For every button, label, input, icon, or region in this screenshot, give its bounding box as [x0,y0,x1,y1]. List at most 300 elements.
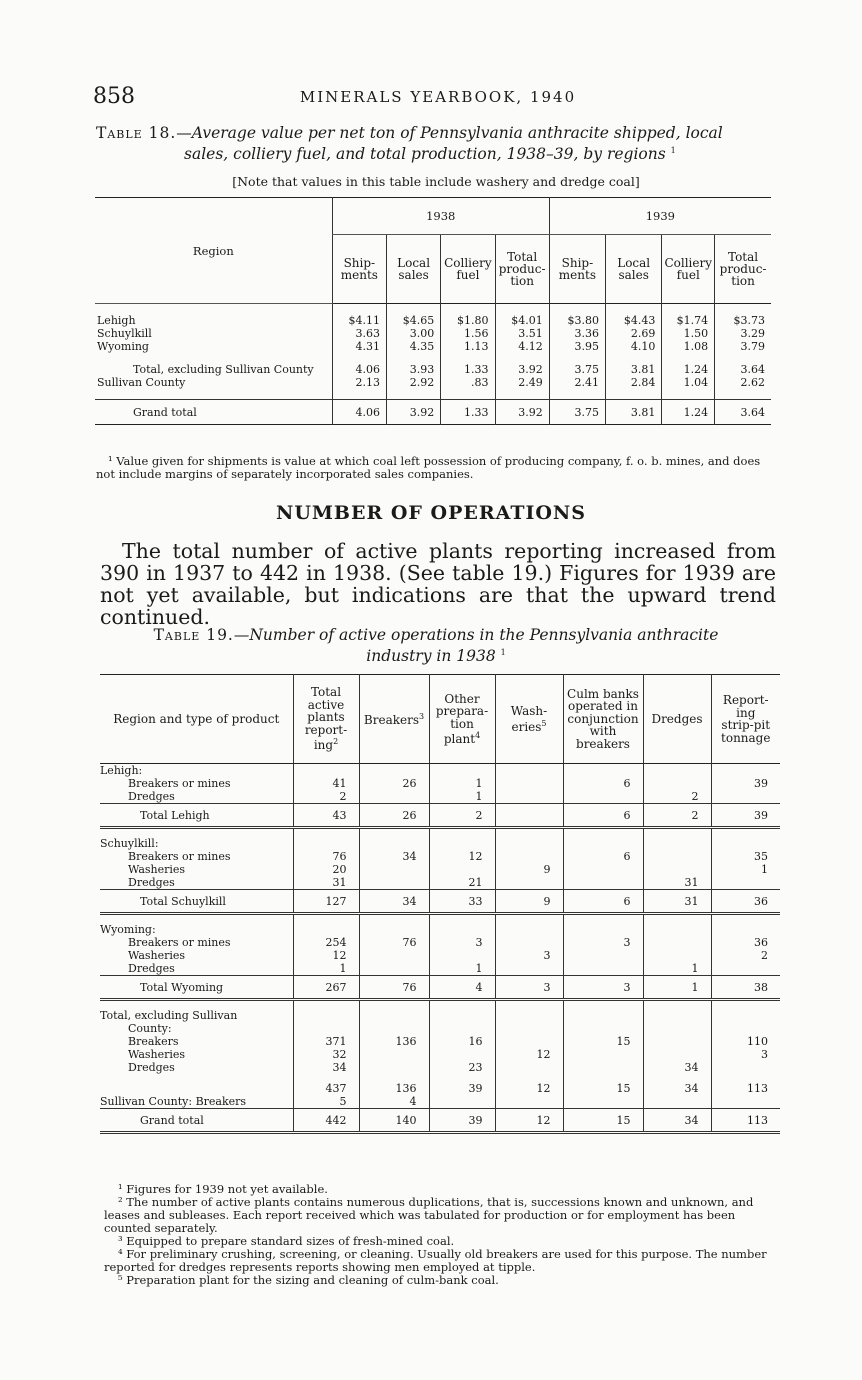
table19-cell [643,1035,711,1048]
table19-cell [711,962,780,976]
table19-cell: 140 [359,1109,429,1133]
table18-column-header: Ship- ments [549,235,605,304]
table19-cell: 32 [293,1048,359,1061]
table19-cell [563,790,643,804]
table18-cell: 2.41 [549,376,605,389]
table18-cell: 3.75 [549,363,605,376]
table19-cell [563,764,643,778]
table19-cell [495,837,563,850]
table18-cell: $4.11 [332,314,386,327]
table19-cell [643,1000,711,1010]
table18-cell: 2.62 [715,376,771,389]
section-heading: NUMBER OF OPERATIONS [275,502,587,524]
table19-column-header-text: Total active plants report- ing [304,685,348,753]
table18-cell: 1.56 [441,327,495,340]
table19-cell: 39 [711,777,780,790]
table18-cell: 4.35 [386,340,440,353]
table19-cell [359,764,429,778]
table19-row [100,962,780,976]
table18-cell: 2.69 [606,327,662,340]
table19-cell [643,1009,711,1022]
table19-cell [429,764,495,778]
table19-cell [429,863,495,876]
table18-cell: 3.64 [715,400,771,425]
table18-title-line1: —Average value per net ton of Pennsylvania anthracite shipped, local [176,124,723,142]
table18-cell: 1.13 [441,340,495,353]
table19-cell: 371 [293,1035,359,1048]
table18-cell: 1.24 [662,400,715,425]
table19-footnotes [104,1183,784,1287]
table19-column-header [429,675,495,764]
table19-cell [563,876,643,890]
table19-row-label: Breakers [128,1035,179,1048]
table19-cell [359,962,429,976]
table18-row [95,314,771,327]
table19-cell [429,949,495,962]
table19-row-label: Breakers or mines [128,936,231,949]
table19-row [100,850,780,863]
table18-cell: 3.81 [606,400,662,425]
table18-cell: 4.06 [332,400,386,425]
table19-cell: 1 [711,863,780,876]
table19-cell: 2 [293,790,359,804]
table19-column-header-text: Region and type of product [113,711,280,726]
table18-cell: 3.75 [549,400,605,425]
table19-cell [293,828,359,838]
table18-cell: $4.65 [386,314,440,327]
table19-cell [359,1000,429,1010]
table19-cell [711,837,780,850]
table19-column-header [643,675,711,764]
table18-cell: 4.10 [606,340,662,353]
table19-cell [429,914,495,924]
table18-cell: 3.64 [715,363,771,376]
table19-cell [711,790,780,804]
table18-row-label: Schuylkill [97,327,152,340]
table19-total-row [100,1109,780,1133]
table19-cell: 127 [293,890,359,914]
table18-cell: 3.29 [715,327,771,340]
table19-column-header [495,675,563,764]
table18-cell: 3.92 [386,400,440,425]
table19-cell [293,923,359,936]
table19-cell [495,1061,563,1074]
table19-cell [643,923,711,936]
table18-cell: 4.12 [495,340,549,353]
table18-year-header: 1938 [332,198,549,235]
table19-cell [293,914,359,924]
table19-cell: 3 [495,949,563,962]
table19-cell [293,1022,359,1035]
table18-cell: 3.95 [549,340,605,353]
table19-row [100,1095,780,1109]
table19-cell [495,936,563,949]
table18-title-line2: sales, colliery fuel, and total production, 1938–39, by regions [184,145,666,164]
table19-row-label: Grand total [100,1109,293,1133]
table19-row-label: Breakers or mines [128,777,231,790]
table19-row [100,923,780,936]
table19-cell: 15 [563,1082,643,1095]
table18-note: [Note that values in this table include washery and dredge coal] [232,174,640,189]
table19-column-header [359,675,429,764]
table19-row [100,790,780,804]
table19-cell: 38 [711,976,780,1000]
table18-label: Table 18. [96,124,177,142]
table19-cell: 31 [643,876,711,890]
table19-cell: 12 [495,1109,563,1133]
table19-cell: 36 [711,936,780,949]
table19-cell [359,949,429,962]
table19-cell [359,828,429,838]
table19-cell: 23 [429,1061,495,1074]
table19-cell: 4 [429,976,495,1000]
table19-footnote: ¹ Figures for 1939 not yet available. [118,1182,328,1196]
table18-cell: 3.92 [495,400,549,425]
table18-cell: $4.01 [495,314,549,327]
table19-cell [293,764,359,778]
page-number: 858 [93,84,135,109]
table18-column-header: Total produc- tion [495,235,549,304]
table19-column-header-text: Breakers [363,713,419,728]
table19-cell: 34 [359,850,429,863]
table19-cell [293,1009,359,1022]
table19-cell: 254 [293,936,359,949]
table19-cell: 110 [711,1035,780,1048]
table19-cell: 21 [429,876,495,890]
table19-cell [643,1074,711,1082]
table19-cell: 36 [711,890,780,914]
table18-row [95,327,771,340]
table19-row-label [100,914,293,924]
table19-column-footnote-ref: 4 [475,731,481,740]
table19-row [100,1082,780,1095]
table19-cell [495,850,563,863]
table19-cell: 35 [711,850,780,863]
table19-cell: 1 [429,790,495,804]
table19-row-label [100,828,293,838]
table19-cell [293,1074,359,1082]
table19-cell [495,962,563,976]
table19-cell [359,790,429,804]
table19-cell: 9 [495,863,563,876]
table19-cell [495,923,563,936]
table18-column-header: Local sales [386,235,440,304]
table19-row-label: Dredges [128,876,175,889]
table19-cell: 1 [293,962,359,976]
table18-cell: 1.04 [662,376,715,389]
table19-cell: 6 [563,890,643,914]
table19-cell [359,1074,429,1082]
table19-cell [429,1074,495,1082]
table19-cell [643,777,711,790]
table19-row-label: Dredges [128,962,175,975]
table19-cell [711,1061,780,1074]
table19-cell [563,1061,643,1074]
table19-cell: 2 [643,804,711,828]
table19-cell [563,1022,643,1035]
table19-row-label: Total Schuylkill [100,890,293,914]
table19-cell: 20 [293,863,359,876]
table19-row [100,1061,780,1074]
table19-cell: 136 [359,1035,429,1048]
journal-title: MINERALS YEARBOOK, 1940 [299,88,577,106]
table19-cell: 1 [429,777,495,790]
table19-cell: 2 [643,790,711,804]
table19-row-label: Dredges [128,790,175,803]
table18-region-header: Region [95,198,332,304]
table19-column-header-text: Report- ing strip-pit tonnage [721,693,771,745]
table19-cell [643,850,711,863]
table18-cell: 3.00 [386,327,440,340]
table18-cell: $1.74 [662,314,715,327]
table19-label: Table 19. [153,626,234,644]
table19-total-row [100,890,780,914]
table19-cell [495,804,563,828]
table19-cell: 43 [293,804,359,828]
table19-column-header [711,675,780,764]
table18-column-header: Colliery fuel [441,235,495,304]
table19-row-label: County: [128,1022,172,1035]
table19-spacer-row [100,914,780,924]
table18-cell: 3.51 [495,327,549,340]
table19-cell [563,828,643,838]
table19-row-label: Dredges [128,1061,175,1074]
table19-column-header-text: Other prepara- tion plant [435,691,489,746]
table19-total-row [100,976,780,1000]
table19-cell: 136 [359,1082,429,1095]
table19-cell [359,837,429,850]
table18-cell: 1.33 [441,363,495,376]
table19-cell: 12 [429,850,495,863]
table19-column-header-text: Dredges [651,711,703,726]
table19-cell [563,914,643,924]
table19-cell: 16 [429,1035,495,1048]
table19-row-label [100,1082,293,1095]
table18-row-label: Grand total [95,400,332,425]
table19-column-footnote-ref: 3 [418,712,425,722]
table18-row-label: Wyoming [97,340,149,353]
table19-row [100,777,780,790]
table19-cell: 39 [429,1109,495,1133]
table18-row-label: Lehigh [97,314,136,327]
table18-column-header: Local sales [606,235,662,304]
table19-cell: 34 [643,1061,711,1074]
table19-cell: 34 [643,1082,711,1095]
table19-spacer-row [100,1074,780,1082]
table19-cell [643,936,711,949]
table19-cell [429,837,495,850]
running-head [93,84,783,114]
table19-row [100,1022,780,1035]
table19-cell [359,1048,429,1061]
table19-row-label [100,1000,293,1010]
table19-cell [643,764,711,778]
table19-cell: 76 [293,850,359,863]
table18-row-label: Sullivan County [97,376,186,389]
table19-row [100,1009,780,1022]
table19-row-label: Wyoming: [100,923,156,936]
table19-column-header [100,675,293,764]
table19-cell: 3 [495,976,563,1000]
table19-cell [359,914,429,924]
table19-cell [711,876,780,890]
table19-cell [359,923,429,936]
table19-cell [495,1035,563,1048]
table18-cell: 3.36 [549,327,605,340]
table19-cell [643,914,711,924]
table19-cell [359,1022,429,1035]
table19-column-footnote-ref: 2 [333,737,339,747]
table19-row-label [100,1074,293,1082]
table19-row-label: Washeries [128,1048,186,1061]
table19-row-label: Breakers or mines [128,850,231,863]
table19-cell: 6 [563,777,643,790]
table19-cell [563,863,643,876]
table19-cell [429,1095,495,1109]
table19-cell [711,1009,780,1022]
table18-cell: $3.80 [549,314,605,327]
table19-cell: 41 [293,777,359,790]
table19-cell: 76 [359,936,429,949]
table19-cell: 12 [495,1082,563,1095]
table19-cell [429,828,495,838]
table19-cell [429,1000,495,1010]
table19-cell: 2 [711,949,780,962]
table19-cell: 3 [711,1048,780,1061]
table19-header [100,675,780,764]
table19-cell: 437 [293,1082,359,1095]
table19-cell: 76 [359,976,429,1000]
table19-footnote: ⁵ Preparation plant for the sizing and cleaning of culm-bank coal. [118,1273,499,1287]
table19-cell [359,876,429,890]
table19-cell: 33 [429,890,495,914]
table19-cell: 5 [293,1095,359,1109]
table19-row [100,936,780,949]
table18-column-header: Ship- ments [332,235,386,304]
table19-body [100,764,780,1133]
table19-cell [711,1095,780,1109]
table19-cell: 2 [429,804,495,828]
table18-column-header: Total produc- tion [715,235,771,304]
table19-cell [495,777,563,790]
table19-cell: 39 [711,804,780,828]
table19-cell [293,1000,359,1010]
table19-spacer-row [100,1000,780,1010]
table18-row [95,340,771,353]
table18-grand-total-row [95,400,771,425]
table18-cell: 3.81 [606,363,662,376]
table19-cell: 12 [293,949,359,962]
table19-row [100,1048,780,1061]
table19-row [100,876,780,890]
table19-row [100,837,780,850]
table19-footnote: ⁴ For preliminary crushing, screening, or cleaning. Usually old breakers are used for this purpose. The number reported for dredges represents reports showing men employed at tipple. [104,1247,767,1274]
table19-cell: 6 [563,804,643,828]
table19-cell [495,764,563,778]
section-paragraph: The total number of active plants reporting increased from 390 in 1937 to 442 in 1938. (See table 19.) Figures for 1939 are not yet available, but indications are that the upward trend continued. [100,539,776,629]
table18-cell: $4.43 [606,314,662,327]
table19-row-label: Lehigh: [100,764,143,777]
table19-title-footnote-ref: 1 [500,648,506,657]
table19-cell [495,1009,563,1022]
table19-cell: 1 [643,976,711,1000]
table18-row [95,376,771,389]
table19-column-header [563,675,643,764]
table19-cell [563,962,643,976]
table19-row-label: Total Lehigh [100,804,293,828]
table18-title-footnote-ref: 1 [670,146,676,155]
table19-footnote: ³ Equipped to prepare standard sizes of fresh-mined coal. [118,1234,455,1248]
table19-row-label: Total, excluding Sullivan [100,1009,238,1022]
table19 [100,674,780,1134]
table19-total-row [100,804,780,828]
table19-cell: 34 [359,890,429,914]
table19-cell [429,1022,495,1035]
table19-cell: 1 [643,962,711,976]
table19-cell: 3 [563,976,643,1000]
table19-row-label: Washeries [128,863,186,876]
table19-cell: 34 [643,1109,711,1133]
table19-cell: 442 [293,1109,359,1133]
table19-cell [293,837,359,850]
table19-cell [359,1061,429,1074]
table19-cell [711,914,780,924]
table18-row [95,363,771,376]
table19-cell [711,764,780,778]
table19-cell [495,1095,563,1109]
table19-row [100,764,780,778]
table19-cell [643,863,711,876]
table18-caption [96,124,776,163]
table19-cell [563,1009,643,1022]
table18-header [95,198,771,304]
table19-cell: 31 [293,876,359,890]
table19-row-label: Total Wyoming [100,976,293,1000]
table19-cell [643,837,711,850]
table18-year-header: 1939 [549,198,771,235]
table18-cell: 2.84 [606,376,662,389]
table19-cell [643,1048,711,1061]
table19-cell [429,1009,495,1022]
table18-cell: 4.31 [332,340,386,353]
table19-row-label: Schuylkill: [100,837,159,850]
table19-cell: 26 [359,777,429,790]
table19-spacer-row [100,828,780,838]
table18-cell: 4.06 [332,363,386,376]
table18-cell: 1.33 [441,400,495,425]
table19-cell: 15 [563,1109,643,1133]
table19-cell: 3 [563,936,643,949]
table19-cell [563,1048,643,1061]
table19-row-label: Washeries [128,949,186,962]
table19-row [100,863,780,876]
table19-column-header-text: Culm banks operated in conjunction with breakers [567,686,639,751]
table18-row-label: Total, excluding Sullivan County [133,363,314,376]
table19-cell [563,1000,643,1010]
table19-cell: 9 [495,890,563,914]
table19-title-line1: —Number of active operations in the Pennsylvania anthracite [233,626,719,644]
table19-footnote: ² The number of active plants contains numerous duplications, that is, successions known and unknown, and leases and subleases. Each report received which was tabulated for production or for employment has been counted separately. [104,1195,754,1235]
table19-caption [96,626,776,665]
table19-cell [643,949,711,962]
table18-cell: 1.50 [662,327,715,340]
table18-cell: 1.08 [662,340,715,353]
table18-cell: .83 [441,376,495,389]
table18-cell: 3.63 [332,327,386,340]
table19-cell [429,923,495,936]
table18-cell: 2.13 [332,376,386,389]
table19-cell [643,1095,711,1109]
